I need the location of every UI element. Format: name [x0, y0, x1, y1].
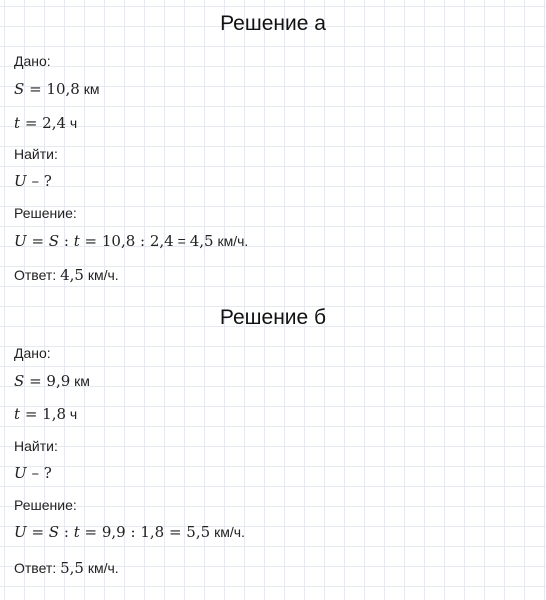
symbol-t: t — [73, 523, 80, 541]
section-b-solution-expr: 9,9 : 1,8 — [101, 523, 165, 541]
section-b-t-value: 1,8 — [42, 405, 67, 423]
section-a-find-suffix: – ? — [31, 172, 52, 190]
section-b-answer — [14, 559, 119, 577]
section-a-find-label: Найти: — [14, 146, 58, 162]
section-b-title: Решение б — [219, 306, 327, 329]
section-b-solution-unit: км/ч. — [214, 524, 245, 540]
symbol-u: U — [14, 523, 27, 541]
symbol-u: U — [14, 232, 27, 250]
section-b-s-value: 9,9 — [46, 372, 71, 390]
section-a-s-value: 10,8 — [46, 80, 80, 98]
section-b-answer-unit: км/ч. — [87, 560, 119, 576]
section-a-answer — [14, 266, 119, 284]
section-a-solution-label: Решение: — [14, 205, 77, 221]
section-b-t-unit: ч — [69, 406, 78, 422]
section-a-given-label: Дано: — [14, 53, 51, 69]
section-a-given-s — [14, 80, 99, 98]
section-a-answer-unit: км/ч. — [87, 267, 119, 283]
equals-sign: = — [84, 232, 98, 250]
symbol-s: S — [48, 232, 60, 250]
section-a-answer-value: 4,5 — [60, 266, 84, 284]
section-b-given-t — [14, 405, 77, 423]
section-b-s-unit: км — [74, 373, 90, 389]
equals-sign: = — [31, 232, 45, 250]
symbol-t: t — [73, 232, 80, 250]
section-b-answer-value: 5,5 — [60, 559, 84, 577]
section-a-solution-eq: = — [177, 233, 186, 249]
section-a-solution-expr: 10,8 : 2,4 — [101, 232, 174, 250]
equals-sign: = — [31, 523, 45, 541]
section-a-find-expr — [14, 172, 52, 190]
section-b-solution-label: Решение: — [14, 497, 77, 513]
section-a-solution-line — [14, 232, 248, 250]
section-b-answer-label: Ответ: — [14, 560, 57, 576]
equals-sign: = — [29, 80, 42, 98]
section-b-find-expr — [14, 464, 52, 482]
section-a-solution-unit: км/ч. — [217, 233, 249, 249]
equals-sign: = — [84, 523, 98, 541]
equals-sign: = — [29, 372, 42, 390]
section-a-given-t — [14, 114, 77, 132]
symbol-s: S — [14, 80, 25, 98]
symbol-s: S — [14, 372, 25, 390]
section-b-given-s — [14, 372, 90, 390]
equals-sign: = — [24, 114, 38, 132]
section-a-title: Решение а — [220, 12, 326, 35]
symbol-t: t — [14, 405, 21, 423]
equals-sign: = — [24, 405, 38, 423]
symbol-s: S — [48, 523, 60, 541]
section-a-s-unit: км — [83, 81, 100, 97]
section-b-given-label: Дано: — [14, 345, 51, 361]
section-a-answer-label: Ответ: — [14, 267, 57, 283]
symbol-u: U — [14, 172, 27, 190]
section-a-t-unit: ч — [69, 115, 78, 131]
section-a-solution-result: 4,5 — [189, 232, 214, 250]
section-b-solution-line — [14, 523, 245, 541]
section-b-find-label: Найти: — [14, 438, 58, 454]
section-a-t-value: 2,4 — [42, 114, 67, 132]
section-b-find-suffix: – ? — [31, 464, 52, 482]
symbol-u: U — [14, 464, 27, 482]
colon-sign: : — [63, 232, 69, 250]
colon-sign: : — [63, 523, 69, 541]
symbol-t: t — [14, 114, 21, 132]
section-b-solution-eq: = 5,5 — [168, 523, 211, 541]
